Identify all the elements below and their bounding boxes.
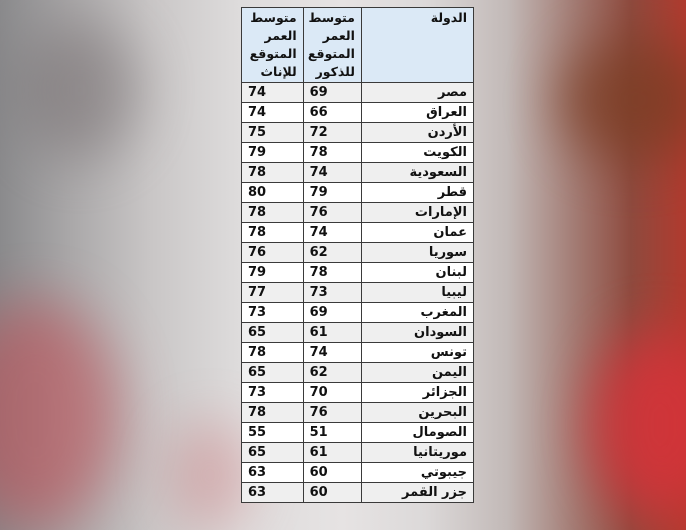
country-cell: السعودية bbox=[361, 163, 473, 183]
male-value-cell: 78 bbox=[303, 143, 361, 163]
male-value-cell: 72 bbox=[303, 123, 361, 143]
female-value-cell: 74 bbox=[242, 83, 304, 103]
female-value-cell: 78 bbox=[242, 403, 304, 423]
country-cell: الأردن bbox=[361, 123, 473, 143]
table-row bbox=[242, 403, 474, 423]
male-value-cell: 74 bbox=[303, 343, 361, 363]
male-value-cell: 74 bbox=[303, 223, 361, 243]
table-row bbox=[242, 243, 474, 263]
female-value-cell: 78 bbox=[242, 343, 304, 363]
female-value-cell: 78 bbox=[242, 203, 304, 223]
table-row bbox=[242, 83, 474, 103]
country-cell: الكويت bbox=[361, 143, 473, 163]
table-row bbox=[242, 283, 474, 303]
table-row bbox=[242, 203, 474, 223]
male-value-cell: 61 bbox=[303, 323, 361, 343]
male-value-cell: 62 bbox=[303, 243, 361, 263]
male-value-cell: 60 bbox=[303, 463, 361, 483]
country-cell: لبنان bbox=[361, 263, 473, 283]
male-value-cell: 76 bbox=[303, 203, 361, 223]
table-row bbox=[242, 303, 474, 323]
table-row bbox=[242, 383, 474, 403]
male-value-cell: 70 bbox=[303, 383, 361, 403]
female-value-cell: 65 bbox=[242, 363, 304, 383]
female-value-cell: 76 bbox=[242, 243, 304, 263]
female-value-cell: 80 bbox=[242, 183, 304, 203]
table-row bbox=[242, 463, 474, 483]
male-value-cell: 60 bbox=[303, 483, 361, 503]
female-value-cell: 73 bbox=[242, 383, 304, 403]
female-value-cell: 78 bbox=[242, 163, 304, 183]
table-row bbox=[242, 483, 474, 503]
male-value-cell: 69 bbox=[303, 83, 361, 103]
male-value-cell: 62 bbox=[303, 363, 361, 383]
table-row bbox=[242, 423, 474, 443]
country-cell: السودان bbox=[361, 323, 473, 343]
table-row bbox=[242, 263, 474, 283]
table-row bbox=[242, 363, 474, 383]
female-value-cell: 63 bbox=[242, 483, 304, 503]
background-blur-brown bbox=[560, 40, 686, 160]
table-row bbox=[242, 343, 474, 363]
female-value-cell: 73 bbox=[242, 303, 304, 323]
country-cell: جزر القمر bbox=[361, 483, 473, 503]
table-row bbox=[242, 443, 474, 463]
table-header-row bbox=[242, 8, 474, 83]
table-row bbox=[242, 163, 474, 183]
male-value-cell: 66 bbox=[303, 103, 361, 123]
female-value-cell: 79 bbox=[242, 143, 304, 163]
country-cell: الصومال bbox=[361, 423, 473, 443]
female-value-cell: 65 bbox=[242, 443, 304, 463]
male-value-cell: 61 bbox=[303, 443, 361, 463]
female-value-cell: 75 bbox=[242, 123, 304, 143]
table-body bbox=[242, 83, 474, 503]
header-country: الدولة bbox=[361, 8, 473, 83]
life-expectancy-table bbox=[241, 7, 474, 503]
female-value-cell: 79 bbox=[242, 263, 304, 283]
background-blur-red bbox=[590, 330, 686, 520]
female-value-cell: 55 bbox=[242, 423, 304, 443]
country-cell: موريتانيا bbox=[361, 443, 473, 463]
header-female-life-expectancy: متوسط العمر المتوقع للإناث bbox=[242, 8, 304, 83]
country-cell: سوريا bbox=[361, 243, 473, 263]
male-value-cell: 79 bbox=[303, 183, 361, 203]
female-value-cell: 65 bbox=[242, 323, 304, 343]
country-cell: العراق bbox=[361, 103, 473, 123]
female-value-cell: 77 bbox=[242, 283, 304, 303]
table-row bbox=[242, 323, 474, 343]
male-value-cell: 51 bbox=[303, 423, 361, 443]
male-value-cell: 73 bbox=[303, 283, 361, 303]
female-value-cell: 78 bbox=[242, 223, 304, 243]
header-male-life-expectancy: متوسط العمر المتوقع للذكور bbox=[303, 8, 361, 83]
table-row bbox=[242, 223, 474, 243]
country-cell: اليمن bbox=[361, 363, 473, 383]
male-value-cell: 74 bbox=[303, 163, 361, 183]
table-row bbox=[242, 123, 474, 143]
country-cell: جيبوتي bbox=[361, 463, 473, 483]
male-value-cell: 78 bbox=[303, 263, 361, 283]
background-blur-rose bbox=[170, 420, 250, 530]
background-blur-gray bbox=[20, 20, 140, 160]
female-value-cell: 74 bbox=[242, 103, 304, 123]
table-row bbox=[242, 143, 474, 163]
male-value-cell: 69 bbox=[303, 303, 361, 323]
male-value-cell: 76 bbox=[303, 403, 361, 423]
country-cell: البحرين bbox=[361, 403, 473, 423]
table-row bbox=[242, 103, 474, 123]
country-cell: ليبيا bbox=[361, 283, 473, 303]
country-cell: الجزائر bbox=[361, 383, 473, 403]
country-cell: عمان bbox=[361, 223, 473, 243]
country-cell: المغرب bbox=[361, 303, 473, 323]
country-cell: الإمارات bbox=[361, 203, 473, 223]
country-cell: قطر bbox=[361, 183, 473, 203]
background-blur-pink bbox=[0, 300, 120, 530]
female-value-cell: 63 bbox=[242, 463, 304, 483]
country-cell: تونس bbox=[361, 343, 473, 363]
country-cell: مصر bbox=[361, 83, 473, 103]
table-row bbox=[242, 183, 474, 203]
